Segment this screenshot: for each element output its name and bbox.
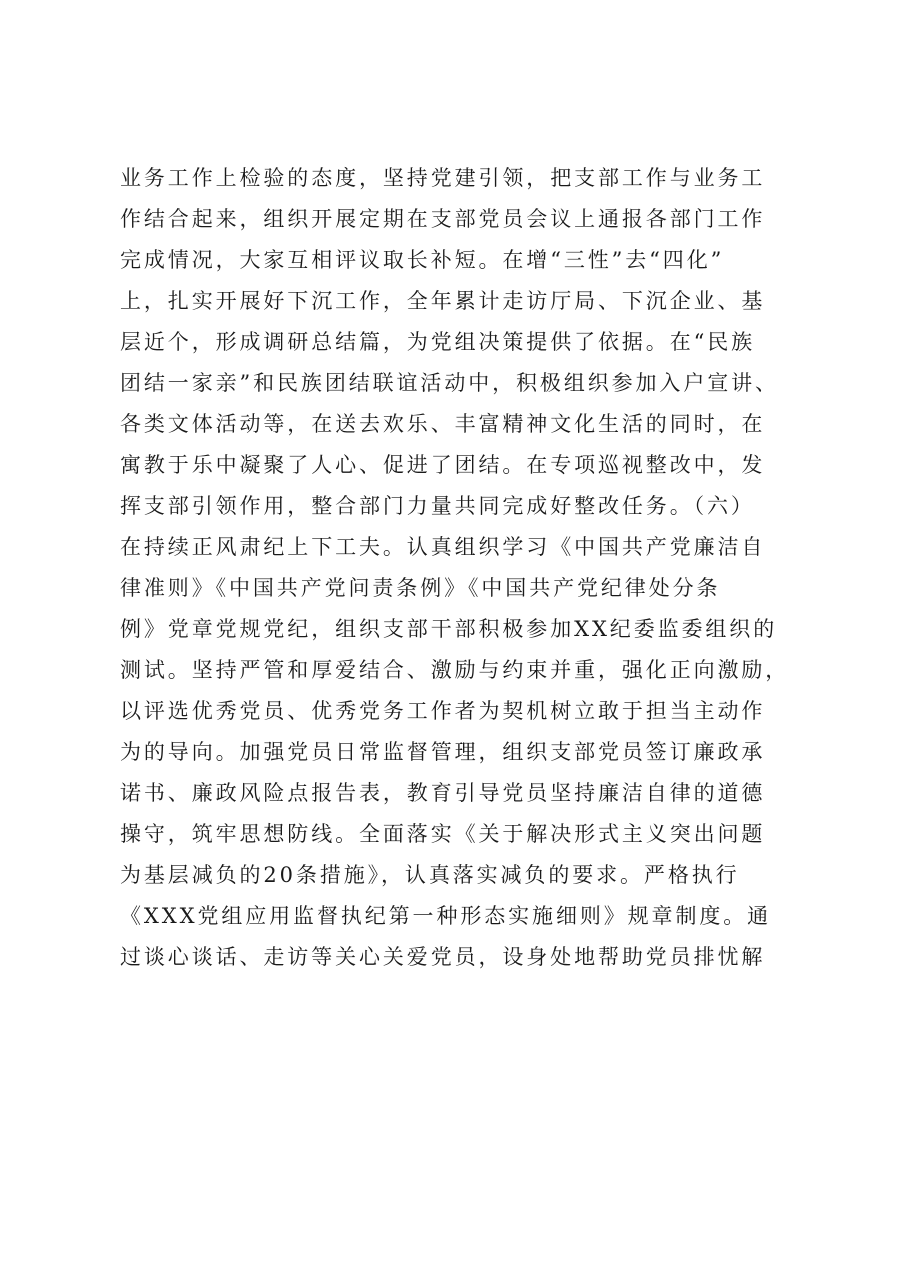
text-line: 过谈心谈话、走访等关心关爱党员，设身处地帮助党员排忧解 <box>120 945 766 969</box>
text-line: 各类文体活动等，在送去欢乐、丰富精神文化生活的同时，在 <box>120 412 766 436</box>
text-line: 层近个，形成调研总结篇，为党组决策提供了依据。在“民族 <box>120 330 756 354</box>
text-line: 测试。坚持严管和厚爱结合、激励与约束并重，强化正向激励， <box>120 658 790 682</box>
text-line: 《XXX党组应用监督执纪第一种形态实施细则》规章制度。通 <box>120 904 772 928</box>
text-line: 诺书、廉政风险点报告表，教育引导党员坚持廉洁自律的道德 <box>120 781 766 805</box>
text-line: 以评选优秀党员、优秀党务工作者为契机树立敢于担当主动作 <box>120 699 766 723</box>
body-text <box>120 158 820 978</box>
text-line: 作结合起来，组织开展定期在支部党员会议上通报各部门工作 <box>120 207 766 231</box>
text-line: 寓教于乐中凝聚了人心、促进了团结。在专项巡视整改中，发 <box>120 453 766 477</box>
text-line: 律准则》《中国共产党问责条例》《中国共产党纪律处分条 <box>120 576 721 600</box>
text-line: 上，扎实开展好下沉工作，全年累计走访厅局、下沉企业、基 <box>120 289 766 313</box>
text-line: 操守，筑牢思想防线。全面落实《关于解决形式主义突出问题 <box>120 822 766 846</box>
text-line: 团结一家亲”和民族团结联谊活动中，积极组织参加入户宣讲、 <box>120 371 779 395</box>
text-line: 为基层减负的20条措施》，认真落实减负的要求。严格执行 <box>120 863 740 887</box>
text-line: 业务工作上检验的态度，坚持党建引领，把支部工作与业务工 <box>120 166 766 190</box>
text-line: 在持续正风肃纪上下工夫。认真组织学习《中国共产党廉洁自 <box>120 535 766 559</box>
text-line: 完成情况，大家互相评议取长补短。在增“三性”去“四化” <box>120 248 725 272</box>
text-line: 为的导向。加强党员日常监督管理，组织支部党员签订廉政承 <box>120 740 766 764</box>
text-line: 例》党章党规党纪，组织支部干部积极参加XX纪委监委组织的 <box>120 617 778 641</box>
text-line: 挥支部引领作用，整合部门力量共同完成好整改任务。（六） <box>120 494 755 518</box>
